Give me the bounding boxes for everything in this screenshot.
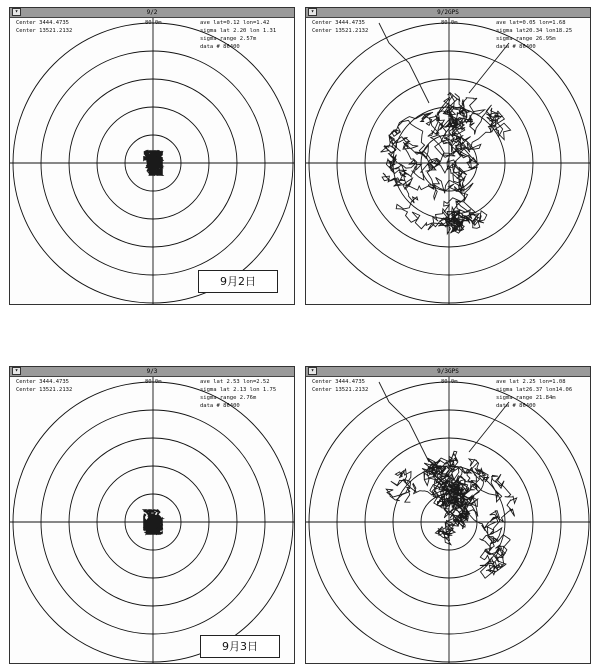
plot-window-3 bbox=[305, 366, 591, 664]
stats-line-2: sigma range 2.76m bbox=[200, 395, 257, 401]
stats-line-1: sigma lat 2.20 lon 1.31 bbox=[200, 28, 277, 34]
window-title: 9/2GPS bbox=[437, 9, 459, 16]
window-title: 9/2 bbox=[146, 9, 158, 16]
position-cluster bbox=[147, 155, 159, 171]
window-menu-button[interactable]: ▾ bbox=[308, 8, 317, 16]
stats-line-0: ave lat=0.05 lon=1.68 bbox=[496, 20, 566, 26]
stats-line-2: sigma range 26.95m bbox=[496, 36, 556, 42]
stats-line-2: sigma range 2.57m bbox=[200, 36, 257, 42]
window-title: 9/3 bbox=[146, 368, 158, 375]
stats-line-0: ave lat 2.25 lon=1.08 bbox=[496, 379, 566, 385]
stats-line-2: sigma range 21.84m bbox=[496, 395, 556, 401]
polar-plot bbox=[10, 8, 295, 305]
stats-line-0: ave lat 2.53 lon=2.52 bbox=[200, 379, 270, 385]
date-label: 9月2日 bbox=[198, 270, 278, 293]
center-lon-label: Center 13521.2132 bbox=[16, 28, 73, 34]
stats-line-3: data # 86400 bbox=[200, 403, 240, 409]
scale-label: 80.0m bbox=[145, 379, 162, 385]
center-lat-label: Center 3444.4735 bbox=[16, 20, 69, 26]
stats-line-3: data # 86400 bbox=[496, 403, 536, 409]
center-lon-label: Center 13521.2132 bbox=[312, 387, 369, 393]
plot-group bbox=[306, 18, 591, 305]
position-cluster bbox=[147, 514, 159, 530]
center-lat-label: Center 3444.4735 bbox=[16, 379, 69, 385]
scale-label: 80.0m bbox=[145, 20, 162, 26]
stats-line-3: data # 86400 bbox=[496, 44, 536, 50]
center-lon-label: Center 13521.2132 bbox=[312, 28, 369, 34]
plot-window-1 bbox=[305, 7, 591, 305]
stats-line-0: ave lat=0.12 lon=1.42 bbox=[200, 20, 270, 26]
date-label: 9月3日 bbox=[200, 635, 280, 658]
plot-group bbox=[10, 18, 295, 305]
window-menu-button[interactable]: ▾ bbox=[308, 367, 317, 375]
plot-group bbox=[10, 377, 295, 664]
plot-window-0 bbox=[9, 7, 295, 305]
polar-plot bbox=[10, 367, 295, 664]
position-trace bbox=[379, 23, 511, 234]
stats-line-1: sigma lat26.37 lon14.06 bbox=[496, 387, 573, 393]
window-menu-button[interactable]: ▾ bbox=[12, 367, 21, 375]
window-menu-button[interactable]: ▾ bbox=[12, 8, 21, 16]
stats-line-3: data # 86400 bbox=[200, 44, 240, 50]
stats-line-1: sigma lat 2.13 lon 1.75 bbox=[200, 387, 277, 393]
center-lon-label: Center 13521.2132 bbox=[16, 387, 73, 393]
polar-plot bbox=[306, 8, 591, 305]
scale-label: 80.0m bbox=[441, 20, 458, 26]
center-lat-label: Center 3444.4735 bbox=[312, 20, 365, 26]
polar-plot bbox=[306, 367, 591, 664]
plot-window-2 bbox=[9, 366, 295, 664]
stats-line-1: sigma lat20.34 lon18.25 bbox=[496, 28, 573, 34]
center-lat-label: Center 3444.4735 bbox=[312, 379, 365, 385]
scale-label: 80.0m bbox=[441, 379, 458, 385]
plot-group bbox=[306, 377, 591, 664]
window-title: 9/3GPS bbox=[437, 368, 459, 375]
